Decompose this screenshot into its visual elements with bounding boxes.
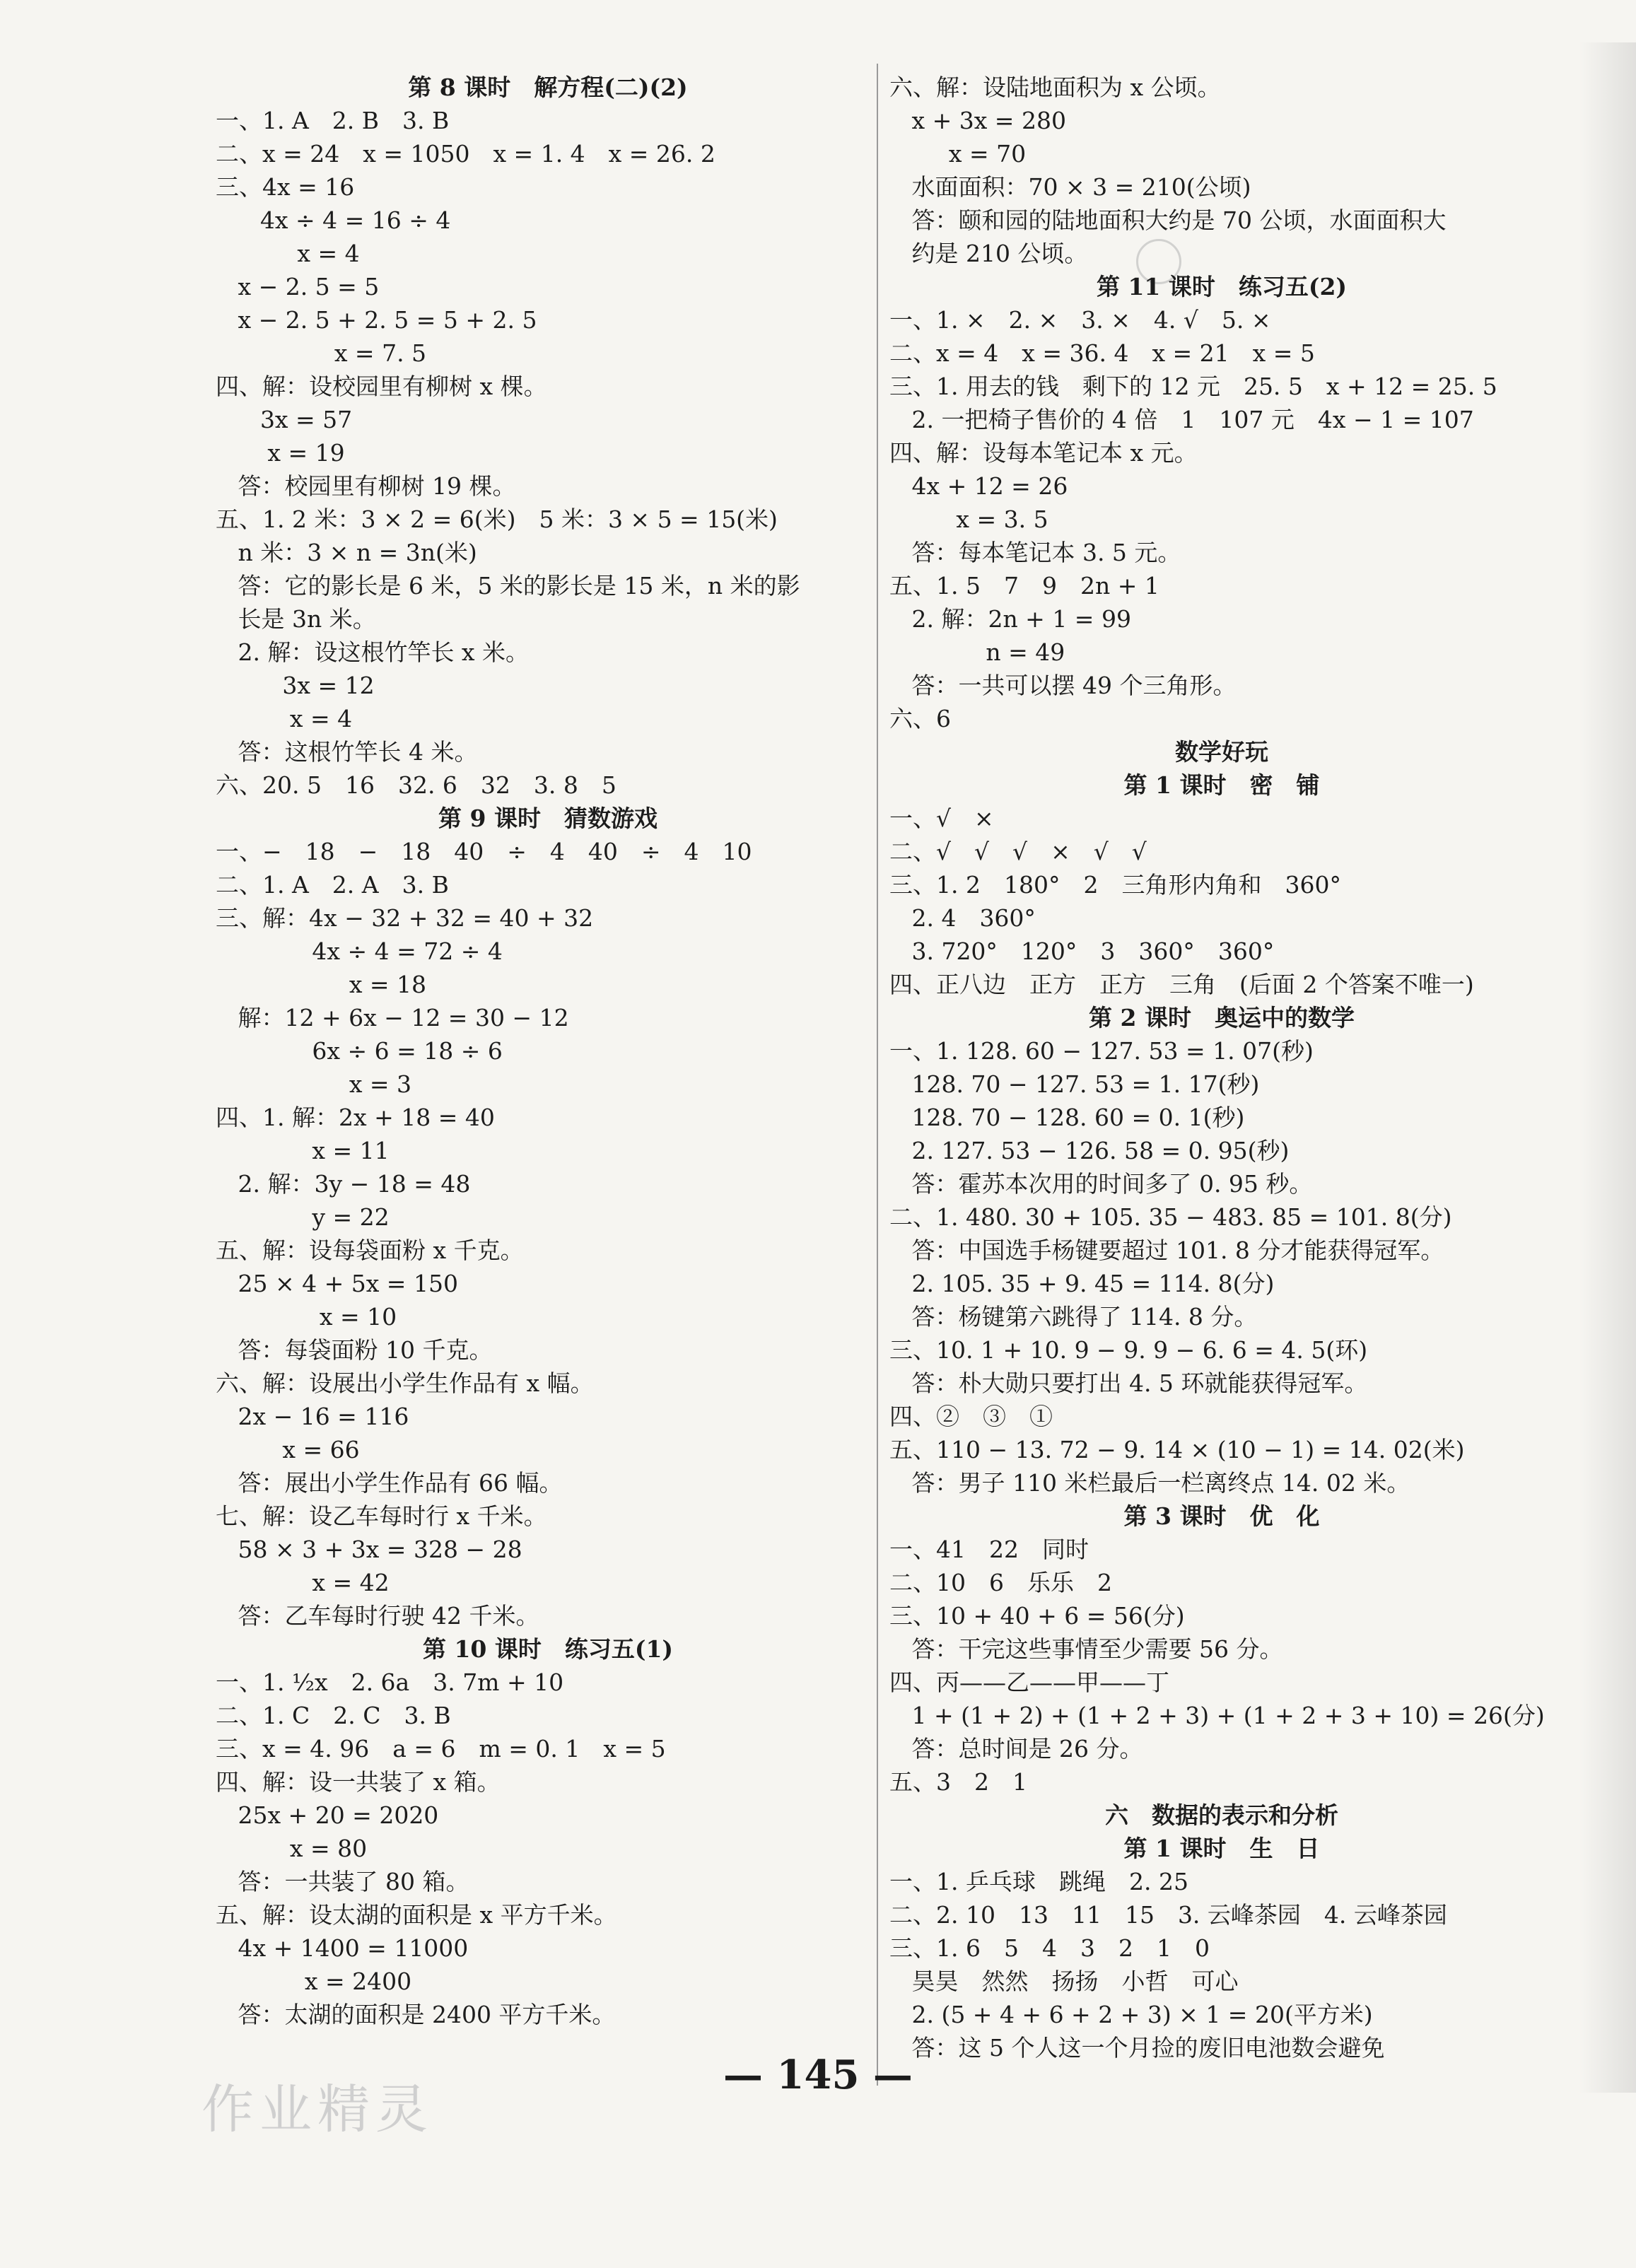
answer-line: 128. 70 − 127. 53 = 1. 17(秒) xyxy=(889,1070,1260,1098)
answer-line: x = 70 xyxy=(889,140,1027,168)
answer-line: 答：霍苏本次用的时间多了 0. 95 秒。 xyxy=(889,1170,1313,1198)
answer-line: 4x ÷ 4 = 72 ÷ 4 xyxy=(216,937,503,965)
answer-line: 六、6 xyxy=(889,705,951,732)
answer-line: x = 3 xyxy=(216,1070,412,1098)
answer-line: x = 19 xyxy=(216,439,345,467)
answer-line: 三、1. 6 5 4 3 2 1 0 xyxy=(889,1934,1210,1962)
section-heading: 第 9 课时 猜数游戏 xyxy=(438,805,658,832)
answer-line: 2x − 16 = 116 xyxy=(216,1403,409,1430)
answer-line: 二、1. C 2. C 3. B xyxy=(216,1702,451,1729)
answer-line: 五、3 2 1 xyxy=(889,1768,1027,1796)
answer-line: 一、√ × xyxy=(889,805,994,832)
answer-line: 2. 解：设这根竹竿长 x 米。 xyxy=(216,638,530,666)
answer-line: 答：每袋面粉 10 千克。 xyxy=(216,1336,493,1364)
answer-line: 昊昊 然然 扬扬 小哲 可心 xyxy=(889,1968,1239,1995)
answer-line: 四、解：设一共装了 x 箱。 xyxy=(216,1768,501,1796)
answer-line: 3. 720° 120° 3 360° 360° xyxy=(889,937,1275,965)
answer-line: 二、10 6 乐乐 2 xyxy=(889,1569,1112,1596)
answer-line: 三、解：4x − 32 + 32 = 40 + 32 xyxy=(216,904,594,932)
answer-line: 2. 127. 53 − 126. 58 = 0. 95(秒) xyxy=(889,1137,1290,1164)
answer-line: 四、解：设每本笔记本 x 元。 xyxy=(889,439,1198,467)
answer-line: 二、2. 10 13 11 15 3. 云峰茶园 4. 云峰茶园 xyxy=(889,1901,1447,1929)
answer-line: n = 49 xyxy=(889,638,1065,666)
answer-line: 答：每本笔记本 3. 5 元。 xyxy=(889,539,1181,566)
answer-line: 3x = 12 xyxy=(216,672,375,699)
answer-line: 长是 3n 米。 xyxy=(216,605,376,633)
right-answer-column xyxy=(889,71,1554,2064)
answer-line: 六、20. 5 16 32. 6 32 3. 8 5 xyxy=(216,771,617,799)
answer-line: 答：一共装了 80 箱。 xyxy=(216,1868,469,1895)
answer-line: 4x ÷ 4 = 16 ÷ 4 xyxy=(216,206,451,234)
answer-line: 3x = 57 xyxy=(216,406,353,433)
left-answer-column xyxy=(216,71,880,2031)
answer-line: 六、解：设展出小学生作品有 x 幅。 xyxy=(216,1369,594,1397)
answer-line: 2. 一把椅子售价的 4 倍 1 107 元 4x − 1 = 107 xyxy=(889,406,1474,433)
answer-line: x = 42 xyxy=(216,1569,390,1596)
section-heading: 六 数据的表示和分析 xyxy=(1105,1801,1338,1829)
answer-line: x + 3x = 280 xyxy=(889,107,1066,134)
answer-line: 二、x = 24 x = 1050 x = 1. 4 x = 26. 2 xyxy=(216,140,715,168)
answer-line: 五、解：设太湖的面积是 x 平方千米。 xyxy=(216,1901,617,1929)
answer-line: 一、1. 128. 60 − 127. 53 = 1. 07(秒) xyxy=(889,1037,1314,1065)
answer-line: 1 + (1 + 2) + (1 + 2 + 3) + (1 + 2 + 3 + 10) = 26(分) xyxy=(889,1702,1545,1729)
answer-line: 6x ÷ 6 = 18 ÷ 6 xyxy=(216,1037,503,1065)
answer-line: 4x + 12 = 26 xyxy=(889,472,1068,500)
answer-line: 水面面积：70 × 3 = 210(公顷) xyxy=(889,173,1251,201)
answer-line: 三、1. 用去的钱 剩下的 12 元 25. 5 x + 12 = 25. 5 xyxy=(889,373,1497,400)
answer-line: x − 2. 5 = 5 xyxy=(216,273,380,300)
answer-line: x = 3. 5 xyxy=(889,505,1048,533)
answer-line: 五、110 − 13. 72 − 9. 14 × (10 − 1) = 14. 02(米) xyxy=(889,1436,1465,1463)
answer-line: 四、正八边 正方 正方 三角 (后面 2 个答案不唯一) xyxy=(889,971,1474,998)
answer-line: 答：杨键第六跳得了 114. 8 分。 xyxy=(889,1303,1258,1331)
section-heading: 第 3 课时 优 化 xyxy=(1123,1502,1320,1530)
answer-line: 约是 210 公顷。 xyxy=(889,240,1088,267)
answer-line: 四、1. 解：2x + 18 = 40 xyxy=(216,1104,495,1131)
answer-line: 三、10 + 40 + 6 = 56(分) xyxy=(889,1602,1185,1630)
answer-line: 4x + 1400 = 11000 xyxy=(216,1934,469,1962)
answer-line: 二、x = 4 x = 36. 4 x = 21 x = 5 xyxy=(889,339,1315,367)
answer-line: 25x + 20 = 2020 xyxy=(216,1801,439,1829)
answer-line: x = 4 xyxy=(216,240,360,267)
answer-line: 答：它的影长是 6 米，5 米的影长是 15 米，n 米的影 xyxy=(216,572,800,600)
answer-line: 五、1. 5 7 9 2n + 1 xyxy=(889,572,1159,600)
answer-line: 2. 解：3y − 18 = 48 xyxy=(216,1170,471,1198)
answer-line: 二、√ √ √ × √ √ xyxy=(889,838,1147,865)
answer-line: 七、解：设乙车每时行 x 千米。 xyxy=(216,1502,547,1530)
answer-line: 一、1. A 2. B 3. B xyxy=(216,107,450,134)
watermark-text: 作业精灵 xyxy=(201,2079,433,2140)
answer-line: 2. 解：2n + 1 = 99 xyxy=(889,605,1131,633)
answer-line: 2. (5 + 4 + 6 + 2 + 3) × 1 = 20(平方米) xyxy=(889,2001,1373,2028)
answer-line: 答：这根竹竿长 4 米。 xyxy=(216,738,478,766)
answer-line: 一、1. ½x 2. 6a 3. 7m + 10 xyxy=(216,1668,564,1696)
answer-line: x − 2. 5 + 2. 5 = 5 + 2. 5 xyxy=(216,306,537,334)
answer-line: 答：总时间是 26 分。 xyxy=(889,1735,1143,1763)
answer-line: 解：12 + 6x − 12 = 30 − 12 xyxy=(216,1004,569,1031)
answer-line: 一、1. 乒乓球 跳绳 2. 25 xyxy=(889,1868,1188,1895)
answer-line: x = 7. 5 xyxy=(216,339,427,367)
answer-line: 三、10. 1 + 10. 9 − 9. 9 − 6. 6 = 4. 5(环) xyxy=(889,1336,1368,1364)
answer-line: 五、解：设每袋面粉 x 千克。 xyxy=(216,1237,524,1264)
answer-line: 三、4x = 16 xyxy=(216,173,355,201)
answer-line: 四、丙——乙——甲——丁 xyxy=(889,1668,1169,1696)
answer-line: 一、1. × 2. × 3. × 4. √ 5. × xyxy=(889,306,1271,334)
answer-line: 128. 70 − 128. 60 = 0. 1(秒) xyxy=(889,1104,1245,1131)
section-heading: 第 11 课时 练习五(2) xyxy=(1096,273,1348,300)
answer-line: x = 66 xyxy=(216,1436,360,1463)
answer-line: 答：朴大勋只要打出 4. 5 环就能获得冠军。 xyxy=(889,1369,1368,1397)
answer-line: 答：这 5 个人这一个月捡的废旧电池数会避免 xyxy=(889,2034,1385,2062)
section-heading: 第 1 课时 密 铺 xyxy=(1123,771,1320,799)
section-heading: 第 8 课时 解方程(二)(2) xyxy=(408,74,688,101)
answer-line: 答：一共可以摆 49 个三角形。 xyxy=(889,672,1237,699)
answer-line: 答：太湖的面积是 2400 平方千米。 xyxy=(216,2001,616,2028)
answer-line: x = 18 xyxy=(216,971,427,998)
answer-line: 答：干完这些事情至少需要 56 分。 xyxy=(889,1635,1283,1663)
answer-line: 2. 4 360° xyxy=(889,904,1036,932)
answer-line: 答：男子 110 米栏最后一栏离终点 14. 02 米。 xyxy=(889,1469,1410,1497)
answer-line: 五、1. 2 米：3 × 2 = 6(米) 5 米：3 × 5 = 15(米) xyxy=(216,505,778,533)
section-heading: 第 10 课时 练习五(1) xyxy=(422,1635,674,1663)
section-heading: 第 1 课时 生 日 xyxy=(1123,1835,1320,1862)
page-edge-shadow xyxy=(1579,42,1636,2093)
section-heading: 数学好玩 xyxy=(1175,738,1268,766)
answer-line: n 米：3 × n = 3n(米) xyxy=(216,539,477,566)
answer-line: y = 22 xyxy=(216,1203,390,1231)
answer-line: x = 10 xyxy=(216,1303,397,1331)
answer-line: 六、解：设陆地面积为 x 公顷。 xyxy=(889,74,1221,101)
answer-line: 答：乙车每时行驶 42 千米。 xyxy=(216,1602,539,1630)
answer-line: x = 11 xyxy=(216,1137,390,1164)
answer-line: x = 4 xyxy=(216,705,353,732)
answer-line: 二、1. 480. 30 + 105. 35 − 483. 85 = 101. 8(分) xyxy=(889,1203,1452,1231)
answer-line: 58 × 3 + 3x = 328 − 28 xyxy=(216,1536,522,1563)
answer-line: 三、x = 4. 96 a = 6 m = 0. 1 x = 5 xyxy=(216,1735,666,1763)
answer-line: 二、1. A 2. A 3. B xyxy=(216,871,449,899)
section-heading: 第 2 课时 奥运中的数学 xyxy=(1089,1004,1355,1031)
answer-line: 一、41 22 同时 xyxy=(889,1536,1089,1563)
answer-line: 答：校园里有柳树 19 棵。 xyxy=(216,472,516,500)
page-number: — 145 — xyxy=(723,2052,913,2098)
answer-line: 25 × 4 + 5x = 150 xyxy=(216,1270,458,1297)
answer-line: 答：颐和园的陆地面积大约是 70 公顷，水面面积大 xyxy=(889,206,1447,234)
answer-line: 答：中国选手杨键要超过 101. 8 分才能获得冠军。 xyxy=(889,1237,1444,1264)
answer-line: 一、− 18 − 18 40 ÷ 4 40 ÷ 4 10 xyxy=(216,838,752,865)
answer-line: 2. 105. 35 + 9. 45 = 114. 8(分) xyxy=(889,1270,1275,1297)
answer-line: 四、解：设校园里有柳树 x 棵。 xyxy=(216,373,547,400)
answer-line: x = 2400 xyxy=(216,1968,412,1995)
answer-line: 答：展出小学生作品有 66 幅。 xyxy=(216,1469,563,1497)
answer-line: 四、② ③ ① xyxy=(889,1403,1053,1430)
answer-line: x = 80 xyxy=(216,1835,368,1862)
answer-line: 三、1. 2 180° 2 三角形内角和 360° xyxy=(889,871,1341,899)
